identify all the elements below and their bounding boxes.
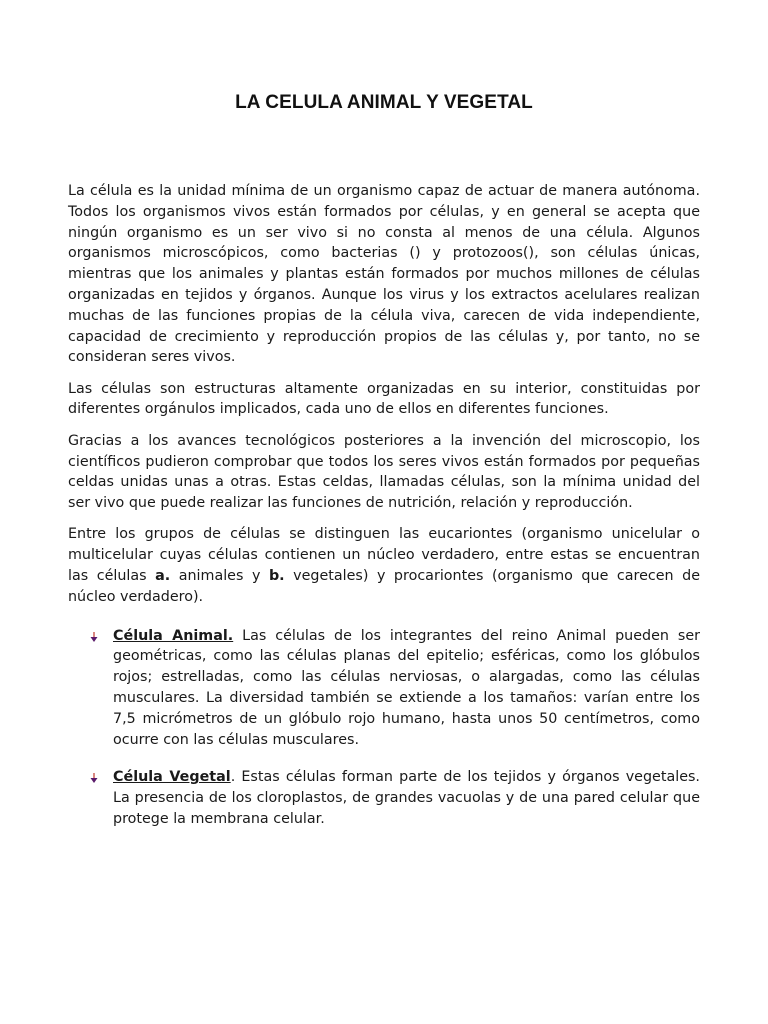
list-item-animal-cell [68, 626, 700, 751]
groups-label-b: b. [268, 568, 285, 585]
animal-cell-term: Célula Animal. [113, 627, 234, 644]
plant-cell-term: Célula Vegetal [113, 769, 231, 786]
groups-label-a: a. [155, 568, 171, 585]
arrow-bullet-icon [88, 631, 100, 643]
groups-text-part3: vegetales) y procariontes (organismo que carecen de núcleo verdadero). [68, 568, 700, 605]
paragraph-cell-groups [68, 524, 700, 607]
paragraph-structure: Las células son estructuras altamente organizadas en su interior, constituidas por diferentes orgánulos implicados, cada uno de ellos en diferentes funciones. [68, 380, 700, 418]
plant-cell-description: . Estas células forman parte de los tejidos y órganos vegetales. La presencia de los cloroplastos, de grandes vacuolas y de una pared celular que protege la membrana celular. [113, 769, 700, 828]
paragraph-microscope: Gracias a los avances tecnológicos posteriores a la invención del microscopio, los científicos pudieron comprobar que todos los seres vivos están formados por pequeñas celdas unidas unas a otras. Estas celdas, llamadas células, son la mínima unidad del ser vivo que puede realizar las funciones de nutrición, relación y reproducción. [68, 432, 700, 512]
groups-text-part2: animales y [170, 568, 269, 585]
page-title: LA CELULA ANIMAL Y VEGETAL [235, 92, 533, 113]
groups-text-part1: Entre los grupos de células se distinguen las eucariontes (organismo unicelular o multicelular cuyas células contienen un núcleo verdadero, entre estas se encuentran las células [68, 526, 700, 585]
document-body [68, 181, 700, 847]
arrow-bullet-icon [88, 772, 100, 784]
list-item-plant-cell [68, 767, 700, 829]
paragraph-intro: La célula es la unidad mínima de un organismo capaz de actuar de manera autónoma. Todos los organismos vivos están formados por células, y en general se acepta que ningún organismo es un ser vivo si no consta al menos de una célula. Algunos organismos microscópicos, como bacterias () y protozoos(), son células únicas, mientras que los animales y plantas están formados por muchos millones de células organizadas en tejidos y órganos. Aunque los virus y los extractos acelulares realizan muchas de las funciones propias de la célula viva, carecen de vida independiente, capacidad de crecimiento y reproducción propios de las células y, por tanto, no se consideran seres vivos. [68, 183, 700, 366]
cell-types-list [68, 626, 700, 830]
animal-cell-description: Las células de los integrantes del reino Animal pueden ser geométricas, como las células planas del epitelio; esféricas, como los glóbulos rojos; estrelladas, como las células nerviosas, o alargadas, como las células musculares. La diversidad también se extiende a los tamaños: varían entre los 7,5 micrómetros de un glóbulo rojo humano, hasta unos 50 centímetros, como ocurre con las células musculares. [113, 627, 700, 748]
